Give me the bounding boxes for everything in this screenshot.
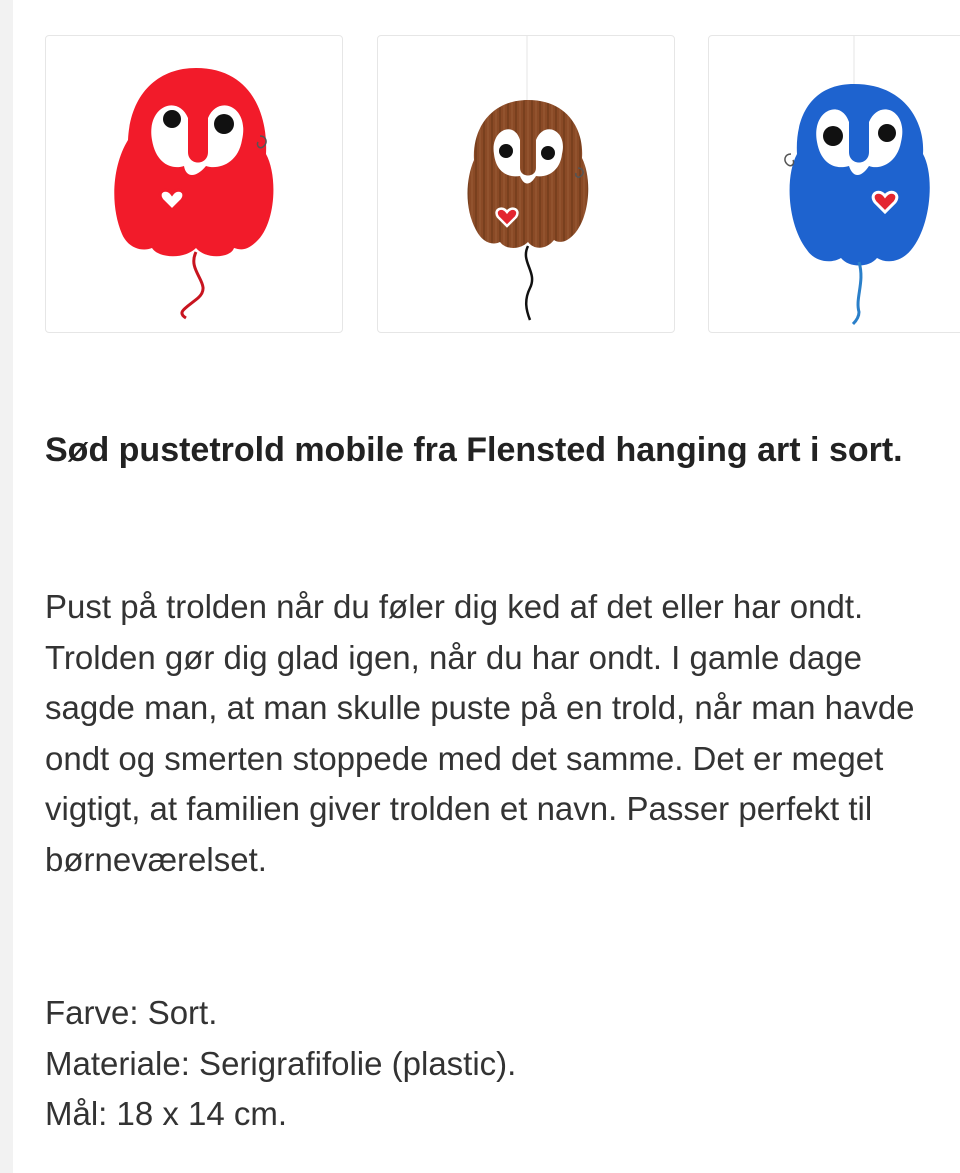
spec-size: Mål: 18 x 14 cm.	[45, 1095, 288, 1132]
left-edge-rail	[0, 0, 13, 1173]
product-description: Pust på trolden når du føler dig ked af det eller har ondt. Trolden gør dig glad igen, når du har ondt. I gamle dage sagde man, at man skulle puste på en trold, når man havde ondt og smerten stoppede med det samme. Det er meget vigtigt, at familien giver trolden et navn. Passer perfekt til børneværelset.	[45, 588, 915, 878]
blue-troll-image	[709, 36, 960, 333]
thumbnail-red-troll[interactable]	[45, 35, 343, 333]
product-title: Sød pustetrold mobile fra Flensted hanging art i sort.	[45, 431, 903, 469]
thumbnail-wood-troll[interactable]	[377, 35, 675, 333]
product-gallery	[45, 35, 960, 335]
spec-material: Materiale: Serigrafifolie (plastic).	[45, 1044, 517, 1082]
spec-color: Farve: Sort.	[45, 994, 218, 1031]
wood-troll-image	[378, 36, 675, 333]
product-specs	[45, 988, 925, 1140]
thumbnail-blue-troll[interactable]	[708, 35, 960, 333]
red-troll-image	[46, 36, 343, 333]
